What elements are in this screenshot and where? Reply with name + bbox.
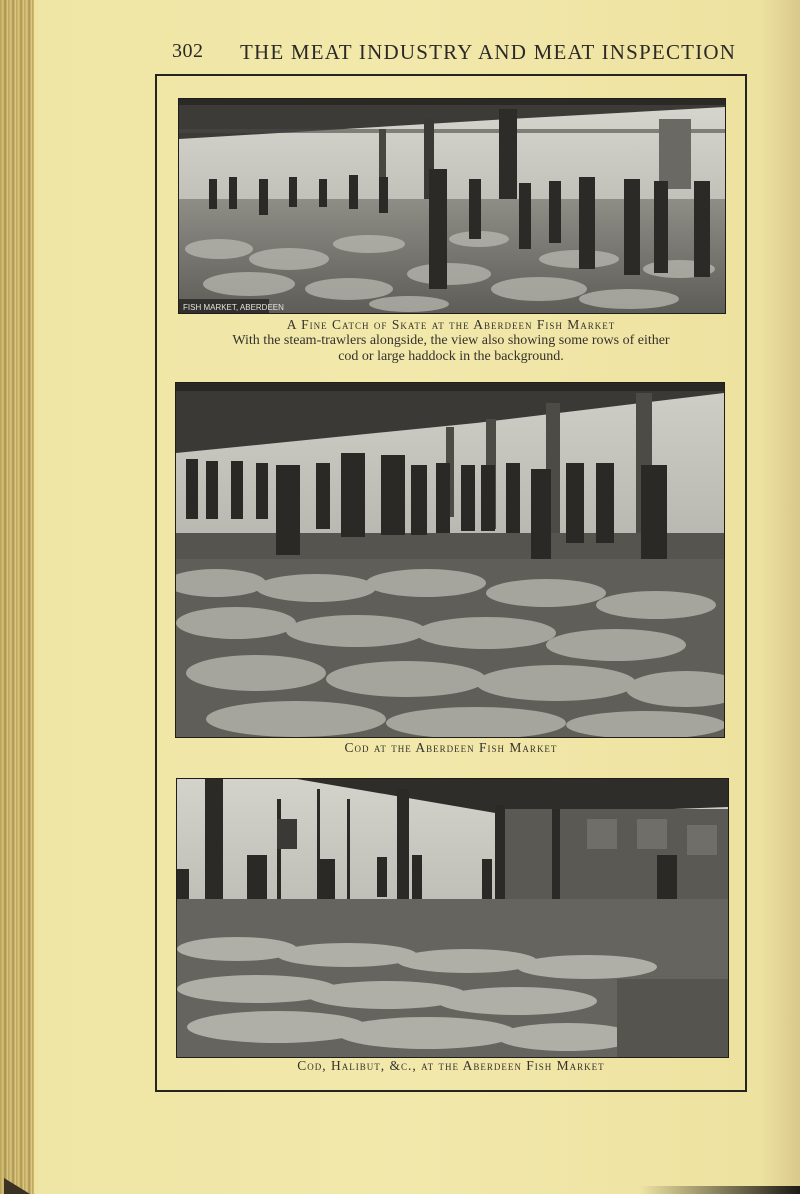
photo-cod-halibut-illustration (177, 779, 728, 1057)
running-title: THE MEAT INDUSTRY AND MEAT INSPECTION (240, 40, 737, 64)
photo-cod-market (175, 382, 725, 738)
caption-text-plate-1-line2: cod or large haddock in the background. (338, 349, 564, 364)
caption-title-plate-3: Cod, Halibut, &c., at the Aberdeen Fish Market (297, 1058, 605, 1073)
page-number: 302 (172, 40, 204, 62)
book-spine-edge (0, 0, 34, 1194)
page-bottom-edge-shadow (640, 1186, 800, 1194)
caption-plate-3 (160, 1058, 742, 1074)
caption-text-plate-1-line1: With the steam-trawlers alongside, the view also showing some rows of either (232, 333, 670, 348)
photo-stamp: FISH MARKET, ABERDEEN (183, 303, 284, 312)
photo-skate-catch-illustration (179, 99, 725, 313)
photo-cod-market-illustration (176, 383, 724, 737)
caption-title-plate-1: A Fine Catch of Skate at the Aberdeen Fish Market (286, 317, 616, 332)
photo-skate-catch (178, 98, 726, 314)
running-head (0, 40, 800, 66)
caption-title-plate-2: Cod at the Aberdeen Fish Market (344, 740, 558, 755)
caption-plate-2 (160, 740, 742, 756)
caption-plate-1 (160, 317, 742, 365)
photo-cod-halibut (176, 778, 729, 1058)
